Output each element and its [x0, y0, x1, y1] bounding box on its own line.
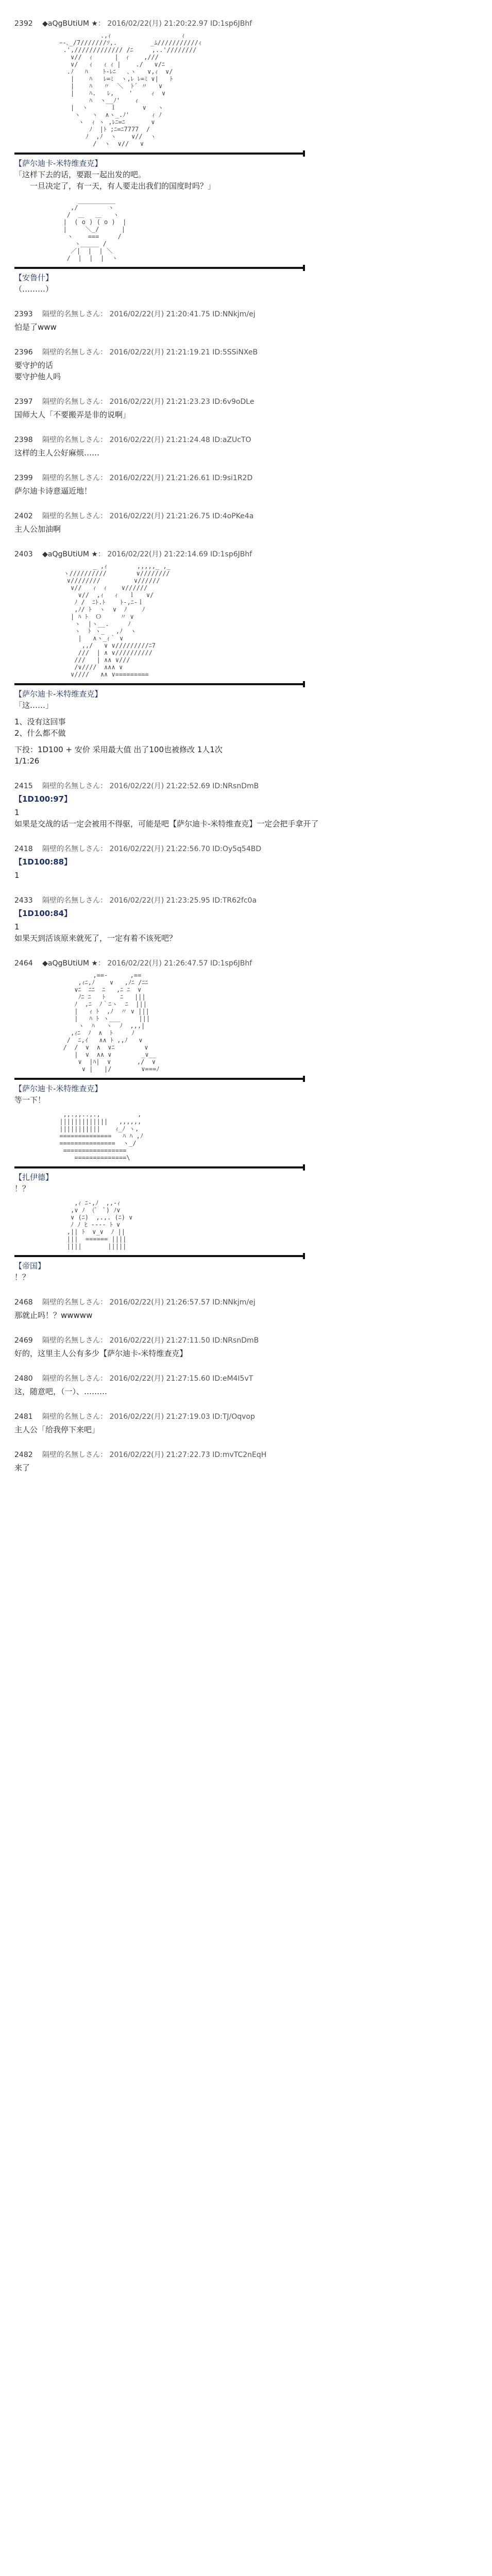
post-date: 2016/02/22(月) 21:27:15.60 ID:eM4I5vT [109, 1375, 253, 1383]
post-header: 2468 隔壁的名無しさん： 2016/02/22(月) 21:26:57.57 ID:NNkjm/ej [14, 1298, 256, 1307]
dice-roll: 【1D100:97】 [14, 794, 72, 804]
dialog-block [14, 1172, 478, 1194]
post-header: 2402 隔壁的名無しさん： 2016/02/22(月) 21:21:26.75 ID:4oPKe4a [14, 512, 254, 520]
post-number: 2469 [14, 1336, 33, 1345]
post [14, 1335, 478, 1359]
ascii-art: ,==- ,== ,ｨﾆ,ﾉ ∨ ,ﾉﾆ /ﾆﾆ ∨ﾆ ﾆﾆ ﾆ ,ﾆ ﾆ ∨ ﾉﾆ ﾆ ﾄ ﾆ ||| ﾉ ,ﾆ ﾉ｀ﾆヽ ﾆ ||| | ｨ ﾄ ,ﾉ 〃 ∨ ||| | ﾊ ﾄ ヽ___ ||| ヽ ﾊ ヽ ﾉ ,,,| ,ｨﾆ ﾉ ∧ ﾄ ﾉ / ﾆ,ｲ ∧∧ ﾄ ,,ﾉ ∨ / / ∨ ∧ ∨ﾆ ∨ | ∨ ∧∧ ∨ _∨__ ∨ |ﾊ| ∨ ,/ ∨ ∨ | |/ ∨===ﾉ [63, 972, 160, 1073]
post-number: 2402 [14, 512, 33, 520]
post-header: 2403 ◆aQgBUtiUM ★： 2016/02/22(月) 21:22:14.69 ID:1sp6JBhf [14, 550, 252, 558]
dialog-line: 「这样下去的话，要跟一起出发的吧。 [14, 170, 146, 179]
post [14, 511, 478, 535]
post-number: 2415 [14, 782, 33, 790]
post-number: 2468 [14, 1298, 33, 1307]
post-body: 主人公加油啊 [14, 524, 61, 534]
dialog-block [14, 688, 478, 711]
stage-divider [14, 683, 303, 685]
post-number: 2396 [14, 348, 33, 357]
post [14, 1374, 478, 1397]
post-date: 2016/02/22(月) 21:21:19.21 ID:5SSiNXeB [109, 348, 258, 357]
post-header: 2464 ◆aQgBUtiUM ★： 2016/02/22(月) 21:26:47.57 ID:1sp6JBhf [14, 959, 252, 968]
post-header: 2433 隔壁的名無しさん： 2016/02/22(月) 21:23:25.95 ID:TR62fc0a [14, 896, 257, 905]
post-number: 2403 [14, 550, 33, 558]
dialog-line: 一旦决定了，有一天，有人要走出我们的国度时吗？」 [14, 181, 216, 191]
dice-roll: 【1D100:88】 [14, 857, 72, 867]
post-date: 2016/02/22(月) 21:21:24.48 ID:aZUcTO [109, 436, 251, 444]
post [14, 435, 478, 459]
post-body: 来了 [14, 1463, 30, 1472]
poster-name: 隔壁的名無しさん [42, 1413, 100, 1421]
poster-name: ◆aQgBUtiUM ★ [42, 550, 98, 558]
post-number: 2481 [14, 1413, 33, 1421]
post-body: 这，随意吧，（一）、……… [14, 1387, 108, 1396]
dialog-block [14, 1260, 478, 1283]
stage-divider [14, 1255, 303, 1257]
post-date: 2016/02/22(月) 21:23:25.95 ID:TR62fc0a [109, 896, 257, 905]
post-number: 2418 [14, 845, 33, 853]
post-header: 2398 隔壁的名無しさん： 2016/02/22(月) 21:21:24.48 ID:aZUcTO [14, 436, 251, 444]
speaker-name: 【安鲁什】 [14, 273, 54, 282]
speaker-name: 【萨尔迪卡-米特维查克】 [14, 159, 103, 168]
post-date: 2016/02/22(月) 21:21:26.75 ID:4oPKe4a [109, 512, 254, 520]
post-body: 那就止吗！？wwwww [14, 1311, 93, 1320]
post-body: 1 如果是交战的话一定会被用不得驱，可能是吧【萨尔迪卡-米特维查克】一定会把手拿开了 [14, 808, 319, 828]
dialog-line: 「这……」 [14, 701, 54, 710]
dialog-line: ！？ [14, 1273, 30, 1282]
dialog-line: 等一下！ [14, 1095, 46, 1105]
post-number: 2392 [14, 20, 33, 28]
post-header: 2415 隔壁的名無しさん： 2016/02/22(月) 21:22:52.69 ID:NRsnDmB [14, 782, 259, 790]
post-body: 好的，这里主人公有多少【萨尔迪卡-米特维查克】 [14, 1349, 188, 1358]
vote-rule [14, 744, 478, 767]
vote-text: 下投：1D100 + 安价 采用最大值 出了100也被修改 1人1次 [14, 745, 223, 754]
post [14, 895, 478, 944]
post-date: 2016/02/22(月) 21:22:52.69 ID:NRsnDmB [109, 782, 259, 790]
post-number: 2397 [14, 398, 33, 406]
post-date: 2016/02/22(月) 21:26:57.57 ID:NNkjm/ej [109, 1298, 256, 1307]
post [14, 1412, 478, 1435]
stage-divider [14, 152, 303, 155]
poster-name: 隔壁的名無しさん [42, 1375, 100, 1383]
dice-roll: 【1D100:84】 [14, 909, 72, 918]
post-date: 2016/02/22(月) 21:20:22.97 ID:1sp6JBhf [107, 20, 252, 28]
poster-name: 隔壁的名無しさん [42, 512, 100, 520]
poster-name: ◆aQgBUtiUM ★ [42, 20, 98, 28]
poster-name: 隔壁的名無しさん [42, 348, 100, 357]
speaker-name: 【萨尔迪卡-米特维查克】 [14, 1084, 103, 1093]
post-body: 要守护的话 要守护他人吗 [14, 361, 61, 381]
post [14, 473, 478, 497]
post [14, 549, 478, 767]
post-header: 2393 隔壁的名無しさん： 2016/02/22(月) 21:20:41.75 ID:NNkjm/ej [14, 310, 256, 318]
ascii-art: _ ,ｨ ,,,,,_ ,_ ヽ////////// ∨//////// ∨//////// ∨////// ∨// ｨ ｨ ∨////// ∨// ,ｨ ｨ ｌ ∨/ ﾉ / ﾆﾄ.ﾄ ﾄ-,ﾆ-ｌ ,ﾉ/ ﾄ ヽ ∨ ﾉ ﾉ | ﾊ ﾄ Ｏ 〃 ∨ ヽ |ヽ__. ﾉ ヽ ﾄ ヽ_ ,ﾉ ヽ | ∧ヽ_ｨ｀ ∨ ,,/ ∨ ∨/////////ﾆ7 /// | ∧ ∨////////// /// | ∧∧ ∨/// /∨//// ∧∧∧ ∨ ∨//// ∧∧ ∨========= [63, 563, 171, 678]
post-body: 主人公「给我停下来吧」 [14, 1425, 100, 1434]
vote-result: 1/1:26 [14, 756, 40, 766]
post [14, 1297, 478, 1321]
post-date: 2016/02/22(月) 21:22:56.70 ID:Oy5q54BD [109, 845, 262, 853]
poster-name: 隔壁的名無しさん [42, 896, 100, 905]
post-body: 1 [14, 871, 20, 880]
post-number: 2398 [14, 436, 33, 444]
post-date: 2016/02/22(月) 21:21:23.23 ID:6v9oDLe [109, 398, 255, 406]
post-date: 2016/02/22(月) 21:27:22.73 ID:mvTC2nEqH [109, 1451, 267, 1459]
post-body: 国师大人「不要搬弄是非的说啊」 [14, 410, 131, 419]
post [14, 1450, 478, 1473]
post-date: 2016/02/22(月) 21:22:14.69 ID:1sp6JBhf [107, 550, 252, 558]
post-body: 这样的主人公好麻烦…… [14, 448, 100, 457]
post-date: 2016/02/22(月) 21:27:11.50 ID:NRsnDmB [109, 1336, 259, 1345]
post-header: 2469 隔壁的名無しさん： 2016/02/22(月) 21:27:11.50 ID:NRsnDmB [14, 1336, 259, 1345]
post-body: 怕是了www [14, 323, 57, 332]
ascii-art: ,ｨ ﾆ-,ﾉ ,,-ｨ ,∨ ﾉ (ﾟ ﾟ) ﾉ∨ ∨ (ﾆ) ,.,. (ﾆ) ∨ ﾉ ﾉ ﾋ ---- ﾄ ∨ ,|| ﾄ ∨_∨ ﾉ || ||| ====== |||| |||| ||||| [66, 1199, 133, 1250]
post-header: 2418 隔壁的名無しさん： 2016/02/22(月) 21:22:56.70 ID:Oy5q54BD [14, 845, 262, 853]
speaker-name: 【扎伊德】 [14, 1173, 54, 1182]
post-date: 2016/02/22(月) 21:20:41.75 ID:NNkjm/ej [109, 310, 256, 318]
post [14, 347, 478, 382]
poster-name: 隔壁的名無しさん [42, 1451, 100, 1459]
choice-list [14, 716, 478, 739]
post [14, 844, 478, 881]
post-number: 2480 [14, 1375, 33, 1383]
post-body: 萨尔迪卡诗意逼近地！ [14, 486, 92, 496]
stage-divider [14, 1166, 303, 1168]
poster-name: 隔壁的名無しさん [42, 782, 100, 790]
post-number: 2482 [14, 1451, 33, 1459]
post-number: 2464 [14, 959, 33, 968]
post [14, 781, 478, 829]
stage-divider [14, 267, 303, 269]
post-number: 2393 [14, 310, 33, 318]
post-header: 2396 隔壁的名無しさん： 2016/02/22(月) 21:21:19.21 ID:5SSiNXeB [14, 348, 258, 357]
poster-name: 隔壁的名無しさん [42, 310, 100, 318]
poster-name: 隔壁的名無しさん [42, 474, 100, 482]
post [14, 309, 478, 333]
post [14, 958, 478, 1283]
dialog-block [14, 272, 478, 295]
post-header: 2392 ◆aQgBUtiUM ★： 2016/02/22(月) 21:20:22.97 ID:1sp6JBhf [14, 20, 252, 28]
post-header: 2397 隔壁的名無しさん： 2016/02/22(月) 21:21:23.23 ID:6v9oDLe [14, 398, 255, 406]
post-header: 2480 隔壁的名無しさん： 2016/02/22(月) 21:27:15.60 ID:eM4I5vT [14, 1375, 253, 1383]
post-header: 2481 隔壁的名無しさん： 2016/02/22(月) 21:27:19.03 ID:TJ/Oqvop [14, 1413, 255, 1421]
ascii-art: __________ ,/ ヽ / ＿ ＿ ヽ | ( o ) ( o ) | | ＼_/ | ヽ === / ヽ_____ / ／| | | ＼ / | | | ヽ [63, 197, 127, 262]
dialog-block [14, 1083, 478, 1106]
post-number: 2433 [14, 896, 33, 905]
post-date: 2016/02/22(月) 21:26:47.57 ID:1sp6JBhf [107, 959, 252, 968]
post-date: 2016/02/22(月) 21:27:19.03 ID:TJ/Oqvop [109, 1413, 255, 1421]
poster-name: 隔壁的名無しさん [42, 398, 100, 406]
stage-divider [14, 1078, 303, 1080]
dialog-line: （………） [14, 284, 54, 294]
poster-name: 隔壁的名無しさん [42, 436, 100, 444]
post-header: 2482 隔壁的名無しさん： 2016/02/22(月) 21:27:22.73 ID:mvTC2nEqH [14, 1451, 267, 1459]
post-body: 1 如果天到活该原来就死了，一定有着不该死吧？ [14, 922, 177, 943]
post-date: 2016/02/22(月) 21:21:26.61 ID:9si1R2D [109, 474, 253, 482]
poster-name: 隔壁的名無しさん [42, 1298, 100, 1307]
post [14, 397, 478, 420]
dialog-block [14, 158, 478, 192]
choice-item: 2、什么都不做 [14, 728, 66, 738]
speaker-name: 【萨尔迪卡-米特维查克】 [14, 689, 103, 699]
poster-name: ◆aQgBUtiUM ★ [42, 959, 98, 968]
ascii-art: ,,.,,..,., , ||||||||||||| ,,,,,, ||||||||||| ｨ_ﾉ ヽ, ============== ﾊ ﾊ ,ﾉ =============== ヽ_/ ================= ==============\ [59, 1111, 143, 1161]
poster-name: 隔壁的名無しさん [42, 1336, 100, 1345]
post [14, 19, 478, 295]
post-number: 2399 [14, 474, 33, 482]
choice-item: 1、没有这回事 [14, 717, 66, 726]
post-header: 2399 隔壁的名無しさん： 2016/02/22(月) 21:21:26.61 ID:9si1R2D [14, 474, 253, 482]
ascii-art: .,ｨ ｨ ｰ-､_/7///////ｿ,. _ﾑ///////////ｨ .',///////////// /ﾆ ,..'//////// ∨// ｨ | ｨ ,/// ∨/ ｨ ｨ ｨ | ./ ∨/ﾆ .ﾉ ﾊ ﾄ-ﾚﾆ ､ヽ ∨,ｨ ∨/ | ﾊ ﾚ=ﾐ ヽ,ﾚ ﾚ=ﾐ ∨| ﾄ | ﾊ 〃 ＼ ﾄ´ 〃 ∨ | ﾊ. ﾚ, ' ｨ ∨ ﾊ ヽ__ﾉ' ｨ | ヽ ｌ ∨ ヽ ヽ ヽ ∧ヽ_.ﾉ' ｨ ﾉ ヽ ｨ ヽ ,ﾚﾆ=ﾆ ∨ ﾉ |ﾄ ;ﾆ=ﾆ7777 / ﾉ ,ﾉ ヽ ∨// ヽ / ヽ ∨// ∨ [59, 32, 201, 147]
dialog-line: ！？ [14, 1184, 30, 1193]
speaker-name: 【帝国】 [14, 1261, 46, 1270]
poster-name: 隔壁的名無しさん [42, 845, 100, 853]
